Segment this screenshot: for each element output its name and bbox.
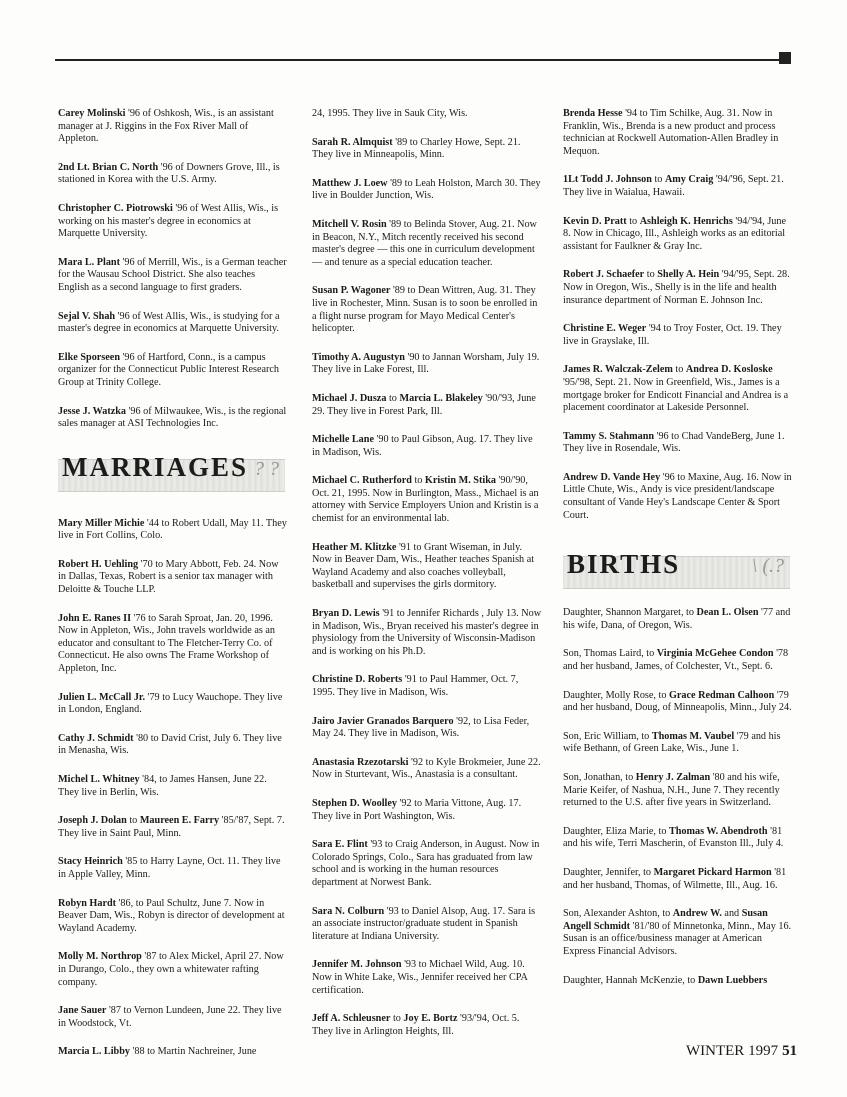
marriages-heading: MARRIAGES [62,451,249,482]
entry-intro: Daughter, Molly Rose, to [563,689,669,701]
person-name: 2nd Lt. Brian C. North [58,161,159,173]
entry-text: '86, to Paul Schultz, June 7. Now in Beaver Dam, Wis., Robyn is director of development at Wayland Academy. [58,897,285,934]
marriage-entry [312,674,542,699]
person-name: Christine D. Roberts [312,674,403,686]
person-name: Robyn Hardt [58,897,117,909]
marriage-entry [563,269,793,307]
person-name: Dawn Luebbers [697,974,768,986]
person-name: Marcia L. Blakeley [399,392,483,404]
page-footer [686,1043,797,1060]
marriages-banner [58,451,285,492]
person-name: Sara N. Colburn [312,905,385,917]
entry-text: and [721,908,742,920]
entry-intro: Daughter, Hannah McKenzie, to [563,974,698,986]
marriage-entry [58,815,288,840]
entry-text: '91 to Paul Hammer, Oct. 7, 1995. They live in Madison, Wis. [312,674,519,698]
entry-text: '80 and his wife, Marie Keifer, of Nashua, N.H., June 7. They recently returned to the U.S. after five years in Switzerland. [563,772,780,809]
marriage-entry [58,898,288,936]
marriage-entry [312,716,542,741]
person-name: Tammy S. Stahmann [563,430,655,442]
birth-entry [563,908,793,958]
entry-text: to [644,269,658,281]
marriage-entry [58,692,288,717]
entry-text: '85/'87, Sept. 7. They live in Saint Paul, Minn. [58,815,285,839]
entry-text: '89 to Dean Wittren, Aug. 31. They live in Rochester, Minn. Susan is to soon be enrolled in a flight nurse program for Mayo Medical Center's helicopter. [312,285,538,335]
person-name: Michael C. Rutherford [312,475,412,487]
birth-entry [563,690,793,715]
entry-text: '96 to Maxine, Aug. 16. Now in Little Chute, Wis., Andy is vice president/landscape consultant of Vande Hey's Landscape Center & Sport Court. [563,471,792,521]
person-name: Thomas M. Vaubel [651,730,735,742]
entry-intro: Son, Alexander Ashton, to [563,908,673,920]
entry-text: '77 and his wife, Dana, of Oregon, Wis. [563,607,791,631]
person-name: Sarah R. Almquist [312,136,393,148]
entry-text: '91 to Jennifer Richards , July 13. Now in Madison, Wis., Bryan received his master's degree in physiology from the University of Wisconsin-Madison and is working on his Ph.D. [312,608,542,657]
entry-text: to [386,392,400,404]
entry-text: '96 of West Allis, Wis., is studying for a master's degree in economics at Marquette University. [58,310,280,335]
class-note [58,203,288,241]
marriage-entry [312,393,542,418]
marriage-entry [312,178,542,203]
entry-text: '85 to Harry Layne, Oct. 11. They live in Apple Valley, Minn. [58,856,281,880]
person-name: Virginia McGehee Condon [656,648,774,660]
person-name: Bryan D. Lewis [312,608,380,620]
birth-entry [563,826,793,851]
marriage-entry [58,1005,288,1030]
entry-text: '92 to Maria Vittone, Aug. 17. They live in Port Washington, Wis. [312,797,522,822]
entry-intro: Son, Thomas Laird, to [563,648,657,660]
marriages-list [58,518,288,1059]
person-name: Jennifer M. Johnson [312,959,402,971]
person-name: Christine E. Weger [563,323,647,335]
marriage-entry [312,219,542,269]
class-note [58,352,288,390]
births-list [563,607,793,987]
person-name: Elke Sporseen [58,351,120,363]
marriage-entry [563,216,793,254]
entry-text: '80 to David Crist, July 6. They live in Menasha, Wis. [58,732,282,757]
person-name: Grace Redman Calhoon [668,689,775,701]
entry-text: to [411,475,425,487]
marriage-entry [563,108,793,158]
entry-intro: Son, Eric William, to [563,730,652,742]
class-note [58,162,288,187]
person-name: Michel L. Whitney [58,774,140,785]
entry-text: to [626,215,640,227]
person-name: Dean L. Olsen [696,607,759,619]
person-name: Thomas W. Abendroth [668,825,768,837]
marriage-entry [312,839,542,889]
entry-text: to [651,174,665,186]
column-3 [563,108,793,1003]
marriage-entry [312,906,542,944]
birth-entry [563,731,793,756]
marriage-entry [58,518,288,543]
entry-text: '96 of Hartford, Conn., is a campus organizer for the Connecticut Public Interest Research Group at Trinity College. [58,351,280,388]
births-heading: BIRTHS [567,549,681,580]
marriage-entry [312,434,542,459]
entry-text: '88 to Martin Nachreiner, June [129,1046,257,1058]
entry-text: '81 and her husband, Thomas, of Wilmette, Ill., Aug. 16. [563,866,787,891]
entry-text: '79 to Lucy Wauchope. They live in London, England. [58,691,283,716]
birth-entry [563,607,793,632]
person-name: Sejal V. Shah [58,310,116,322]
entry-text: '96 of Downers Grove, Ill., is stationed in Korea with the U.S. Army. [58,161,280,186]
entry-text: to [390,1013,404,1025]
entry-text: '93 to Michael Wild, Aug. 10. Now in White Lake, Wis., Jennifer received her CPA certification. [312,959,528,996]
person-name: Amy Craig [664,174,714,186]
entry-text: '94/'94, June 8. Now in Chicago, Ill., Ashleigh works as an editorial assistant for Faulkner & Gray Inc. [563,215,787,252]
marriages-banner-ornament: ? ? [254,457,279,480]
entry-text: '79 and his wife Bethann, of Green Lake, Wis., June 1. [563,730,781,755]
entry-text: '94 to Troy Foster, Oct. 19. They live in Grayslake, Ill. [563,323,782,347]
entry-text: '96 of Merrill, Wis., is a German teacher for the Wausau School District. She also teaches English as a second language to first graders. [58,256,287,293]
entry-text: '91 to Grant Wiseman, in July. Now in Beaver Dam, Wis., Heather teaches Spanish at Wayland Academy and also coaches volleyball, basketball and supervises the girls dormitory. [312,541,535,591]
birth-entry [563,772,793,810]
marriage-entry [58,559,288,597]
entry-text: '95/'98, Sept. 21. Now in Greenfield, Wis., James is a mortgage broker for Endicott Financial and Andrea is a placement coordinator at Lakeside Personnel. [563,376,789,414]
person-name: Jesse J. Watzka [58,405,127,417]
person-name: 1Lt Todd J. Johnson [563,174,652,186]
entry-text: '87 to Vernon Lundeen, June 22. They live in Woodstock, Vt. [58,1005,282,1029]
marriages-list-continued [312,137,542,1039]
birth-entry [563,648,793,673]
marriage-entry [312,757,542,782]
entry-intro: Son, Jonathan, to [563,772,636,783]
births-banner [563,549,790,589]
marriage-entry [58,774,288,799]
person-name: Andrew D. Vande Hey [563,471,661,483]
marriage-entry [312,137,542,162]
entry-text: '90/'93, June 29. They live in Forest Park, Ill. [312,392,536,417]
person-name: Julien L. McCall Jr. [58,691,146,703]
marriage-entry [58,613,288,676]
entry-text: '90 to Jannan Worsham, July 19. They live in Lake Forest, Ill. [312,351,540,376]
entry-text: '81 and his wife, Terri Mascherin, of Evanston Ill., July 4. [563,825,784,850]
entry-text: '76 to Sarah Sproat, Jan. 20, 1996. Now in Appleton, Wis., John travels worldwide as an educator and consultant to The Fletcher-Terry Co. of Connecticut. He also owns The Frame Workshop of Appleton, Inc. [58,612,275,675]
entry-intro: Daughter, Eliza Marie, to [563,825,669,837]
entry-text: '78 and her husband, James, of Colchester, Vt., Sept. 6. [563,648,789,673]
marriage-entry [58,733,288,758]
entry-text: '89 to Charley Howe, Sept. 21. They live in Minneapolis, Minn. [312,136,521,161]
person-name: Joseph J. Dolan [58,815,127,827]
person-name: Stacy Heinrich [58,856,123,868]
marriage-entry [563,431,793,456]
births-banner-ornament: \ (.? [751,555,784,578]
person-name: Mary Miller Michie [58,517,145,529]
entry-text: '93/'94, Oct. 5. They live in Arlington Heights, Ill. [312,1013,520,1037]
person-name: Stephen D. Woolley [312,797,398,809]
continued-entry: 24, 1995. They live in Sauk City, Wis. [312,108,468,119]
marriage-entry [312,352,542,377]
entry-text: '70 to Mary Abbott, Feb. 24. Now in Dallas, Texas, Robert is a senior tax manager with Deloitte & Touche LLP. [58,558,279,596]
marriage-entry [563,174,793,199]
person-name: Henry J. Zalman [635,772,711,783]
person-name: Carey Molinski [58,108,126,119]
entry-intro: Daughter, Shannon Margaret, to [563,607,697,619]
entry-text: '93 to Daniel Alsop, Aug. 17. Sara is an associate instructor/graduate student in Spanish literature at Indiana University. [312,905,536,942]
person-name: Joy E. Bortz [403,1013,458,1025]
person-name: Mitchell V. Rosin [312,218,387,230]
person-name: Ashleigh K. Henrichs [639,215,733,227]
person-name: Matthew J. Loew [312,177,388,189]
person-name: Anastasia Rzezotarski [312,756,409,768]
person-name: Robert J. Schaefer [563,269,645,281]
entry-text: '81/'80 of Minnetonka, Minn., May 16. Susan is an office/business manager at American Express Financial Advisors. [563,920,792,957]
entry-text: '89 to Leah Holston, March 30. They live in Boulder Junction, Wis. [312,177,541,202]
person-name: John E. Ranes II [58,612,132,624]
person-name: Kristin M. Stika [424,475,496,487]
entry-text: '92, to Lisa Feder, May 24. They live in Madison, Wis. [312,715,530,740]
marriage-entry [312,798,542,823]
marriage-entry [58,951,288,989]
person-name: James R. Walczak-Zelem [563,364,673,376]
marriage-entry [312,542,542,592]
marriage-entry [312,1013,542,1038]
entry-text: '79 and her husband, Doug, of Minneapolis, Minn., July 24. [563,689,792,714]
person-name: Michelle Lane [312,434,374,446]
entry-text: '90 to Paul Gibson, Aug. 17. They live in Madison, Wis. [312,434,533,458]
entry-text: '96 of Milwaukee, Wis., is the regional sales manager at ASI Technologies Inc. [58,405,287,430]
issue-label: WINTER 1997 [686,1043,779,1059]
marriages-list-continued [563,108,793,522]
marriage-entry [563,364,793,414]
person-name: Michael J. Dusza [312,392,387,404]
person-name: Margaret Pickard Harmon [653,866,772,878]
entry-text: '44 to Robert Udall, May 11. They live in Fort Collins, Colo. [58,517,287,542]
person-name: Jane Sauer [58,1005,107,1017]
marriage-entry [312,285,542,335]
person-name: Jairo Javier Granados Barquero [312,715,454,727]
person-name: Sara E. Flint [312,839,368,851]
person-name: Andrea D. Kosloske [685,364,773,376]
class-notes-list [58,108,288,431]
person-name: Timothy A. Augustyn [312,351,405,363]
entry-text: to [672,364,686,376]
person-name: Jeff A. Schleusner [312,1013,391,1025]
marriage-entry [58,856,288,881]
entry-text: '94/'96, Sept. 21. They live in Waialua, Hawaii. [563,174,784,198]
person-name: Kevin D. Pratt [563,215,627,227]
entry-text: '94 to Tim Schilke, Aug. 31. Now in Franklin, Wis., Brenda is a new product and process technician at Rockwell Automation-Allen Bradley in Mequon. [563,108,779,157]
person-name: Shelly A. Hein [657,269,720,281]
person-name: Christopher C. Piotrowski [58,202,173,214]
birth-entry [563,867,793,892]
class-note [58,406,288,431]
marriage-entry [58,1046,288,1059]
entry-text: '89 to Belinda Stover, Aug. 21. Now in Beacon, N.Y., Mitch recently received his second master's degree — this one in curriculum development — and tenure as a special education teacher. [312,218,537,268]
top-rule-square [779,52,791,64]
class-note [58,108,288,146]
class-note [58,257,288,295]
entry-text: '96 of Oshkosh, Wis., is an assistant manager at J. Riggins in the Fox River Mall of Appleton. [58,108,274,145]
person-name: Maureen E. Farry [139,815,220,827]
person-name: Heather M. Klitzke [312,541,397,553]
marriage-entry [312,608,542,658]
birth-entry [563,975,793,988]
entry-text: '96 of West Allis, Wis., is working on his master's degree in economics at Marquette University. [58,202,279,240]
entry-intro: Daughter, Jennifer, to [563,866,654,878]
top-rule [55,59,784,61]
entry-text: '90/'90, Oct. 21, 1995. Now in Burlington, Mass., Michael is an attorney with Service Employers Union and Kristin is a chemist for an environmental lab. [312,475,539,525]
marriage-entry [563,323,793,348]
person-name: Susan Angell Schmidt [563,908,768,932]
marriage-entry [563,472,793,522]
marriage-entry [312,959,542,997]
entry-text: '96 to Chad VandeBerg, June 1. They live in Rosendale, Wis. [563,430,785,455]
entry-text: '93 to Craig Anderson, in August. Now in Colorado Springs, Colo., Sara has graduated from law school and is working in the human resources department at Norwest Bank. [312,839,540,888]
column-1 [58,108,288,1075]
person-name: Susan P. Wagoner [312,285,391,297]
entry-text: to [126,815,140,827]
person-name: Marcia L. Libby [58,1046,130,1058]
entry-text: '87 to Alex Mickel, April 27. Now in Durango, Colo., they own a whitewater rafting company. [58,951,284,988]
person-name: Andrew W. [672,908,722,920]
person-name: Robert H. Uehling [58,558,139,570]
entry-text: '94/'95, Sept. 28. Now in Oregon, Wis., Shelly is in the life and health insurance department of Norman E. Johnson Inc. [563,269,790,306]
person-name: Mara L. Plant [58,256,120,268]
entry-text: '92 to Kyle Brokmeier, June 22. Now in Sturtevant, Wis., Anastasia is a consultant. [312,756,541,781]
marriage-entry [312,475,542,525]
page-number: 51 [782,1043,798,1059]
class-note [58,311,288,336]
column-2 [312,108,542,1054]
person-name: Molly M. Northrop [58,951,142,963]
entry-text: '84, to James Hansen, June 22. They live in Berlin, Wis. [58,774,267,798]
person-name: Cathy J. Schmidt [58,732,134,744]
person-name: Brenda Hesse [563,108,623,119]
